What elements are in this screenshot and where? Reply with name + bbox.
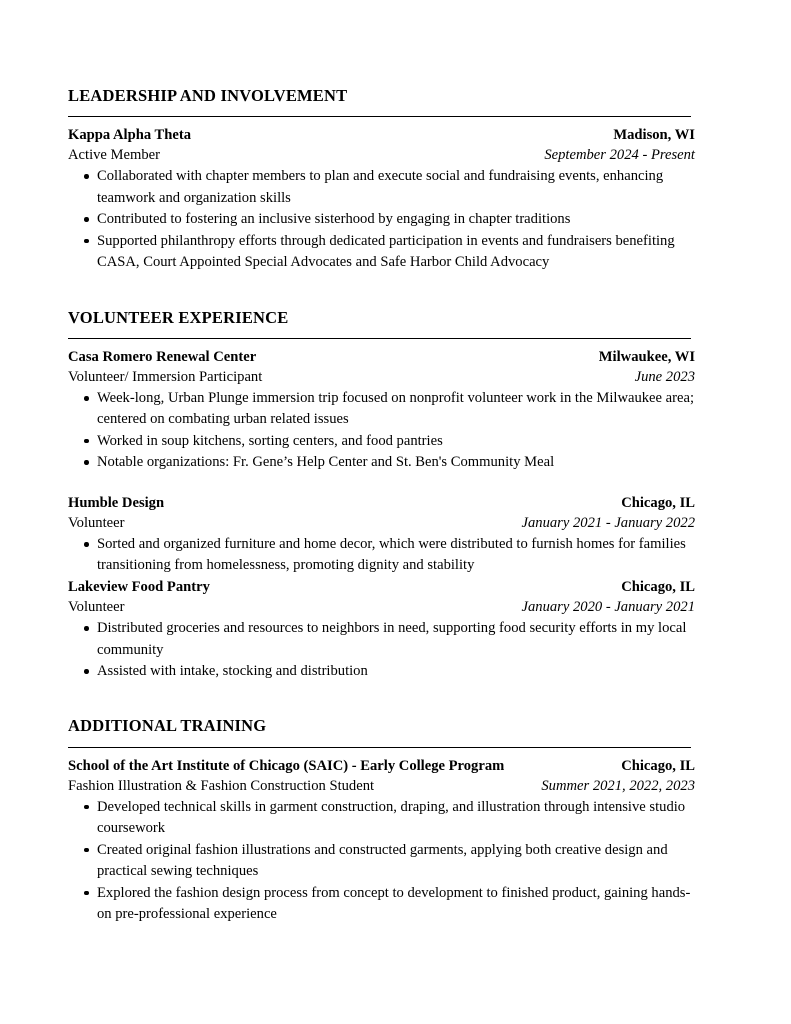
entry-header-row [68,493,695,513]
entry-dates: January 2021 - January 2022 [521,514,695,531]
entry-bullet-list [68,534,695,577]
entry-bullet-list [68,166,695,273]
entry-role: Fashion Illustration & Fashion Construction Student [68,777,375,794]
entry-role: Volunteer [68,514,125,531]
entry-header-row [68,347,695,367]
entry-header-row [68,125,695,145]
bullet-item: Contributed to fostering an inclusive sisterhood by engaging in chapter traditions [68,209,695,230]
section-divider [68,116,691,117]
resume-entry [68,347,695,474]
bullet-item: Created original fashion illustrations and constructed garments, applying both creative design and practical sewing techniques [68,840,695,883]
entry-role: Volunteer/ Immersion Participant [68,368,263,385]
bullet-item: Week-long, Urban Plunge immersion trip focused on nonprofit volunteer work in the Milwaukee area; centered on combating urban related issues [68,388,695,431]
entry-bullet-list [68,618,695,682]
resume-body [68,86,695,925]
bullet-item: Explored the fashion design process from concept to development to finished product, gaining hands-on pre-professional experience [68,883,695,926]
entry-bullet-list [68,388,695,474]
entry-subheader-row [68,367,695,387]
entry-role: Volunteer [68,598,125,615]
section-heading: LEADERSHIP AND INVOLVEMENT [68,86,348,105]
entry-location: Chicago, IL [621,494,695,511]
resume-entry [68,577,695,683]
organization-name: Kappa Alpha Theta [68,127,192,144]
bullet-item: Distributed groceries and resources to neighbors in need, supporting food security efforts in my local community [68,618,695,661]
entry-subheader-row [68,513,695,533]
entry-location: Chicago, IL [621,578,695,595]
entry-dates: September 2024 - Present [544,147,695,164]
bullet-item: Collaborated with chapter members to plan and execute social and fundraising events, enhancing teamwork and organization skills [68,166,695,209]
entry-subheader-row [68,776,695,796]
organization-name: Humble Design [68,494,165,511]
entry-header-row [68,577,695,597]
entry-location: Milwaukee, WI [598,348,695,365]
bullet-item: Developed technical skills in garment construction, draping, and illustration through intensive studio coursework [68,797,695,840]
entry-subheader-row [68,597,695,617]
section-divider [68,747,691,748]
organization-name: Casa Romero Renewal Center [68,348,257,365]
section-volunteer-experience [68,308,695,683]
entry-subheader-row [68,145,695,165]
entry-bullet-list [68,797,695,926]
entry-location: Madison, WI [613,127,695,144]
resume-entry [68,493,695,577]
resume-entry [68,756,695,926]
entry-location: Chicago, IL [621,757,695,774]
entry-header-row [68,756,695,776]
section-heading: VOLUNTEER EXPERIENCE [68,307,289,327]
entry-dates: January 2020 - January 2021 [521,598,695,615]
section-heading: ADDITIONAL TRAINING [68,716,267,736]
entry-dates: Summer 2021, 2022, 2023 [541,777,695,794]
resume-entry [68,125,695,273]
bullet-item: Worked in soup kitchens, sorting centers, and food pantries [68,431,695,452]
organization-name: Lakeview Food Pantry [68,578,210,595]
section-additional-training [68,716,695,925]
section-divider [68,338,691,339]
bullet-item: Supported philanthropy efforts through dedicated participation in events and fundraisers benefiting CASA, Court Appointed Special Advocates and Safe Harbor Child Advocacy [68,231,695,274]
bullet-item: Notable organizations: Fr. Gene’s Help Center and St. Ben's Community Meal [68,452,695,473]
entry-role: Active Member [68,147,160,164]
bullet-item: Assisted with intake, stocking and distribution [68,661,695,682]
bullet-item: Sorted and organized furniture and home decor, which were distributed to furnish homes for families transitioning from homelessness, promoting dignity and stability [68,534,695,577]
entry-dates: June 2023 [634,368,695,385]
organization-name: School of the Art Institute of Chicago (SAIC) - Early College Program [68,757,505,774]
section-leadership-and-involvement [68,86,695,274]
